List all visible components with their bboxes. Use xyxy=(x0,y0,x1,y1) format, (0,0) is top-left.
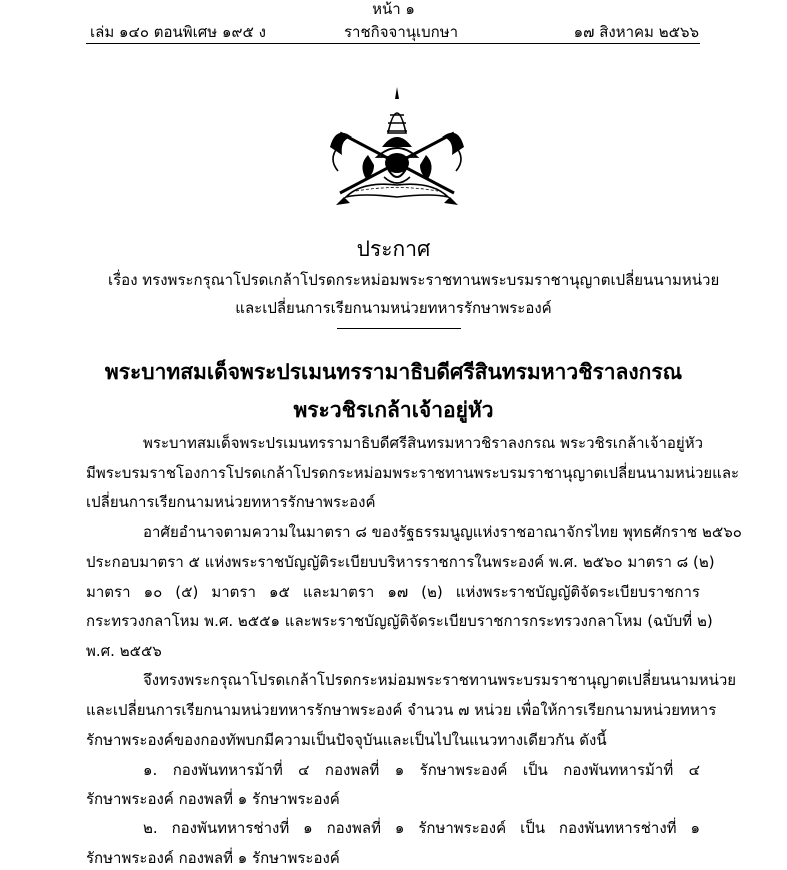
paragraph-line: ประกอบมาตรา ๕ แห่งพระราชบัญญัติระเบียบบริหารราชการในพระองค์ พ.ศ. ๒๕๖๐ มาตรา ๘ (๒) xyxy=(86,553,715,571)
paragraph-line: กระทรวงกลาโหม พ.ศ. ๒๕๕๑ และพระราชบัญญัติจัดระเบียบราชการกระทรวงกลาโหม (ฉบับที่ ๒) xyxy=(86,612,713,630)
document-title: ประกาศ xyxy=(356,237,431,261)
list-item-continuation: รักษาพระองค์ กองพลที่ ๑ รักษาพระองค์ xyxy=(86,790,340,808)
paragraph-line: พ.ศ. ๒๕๕๖ xyxy=(86,642,162,660)
subject-line-2: และเปลี่ยนการเรียกนามหน่วยทหารรักษาพระองค์ xyxy=(235,299,552,317)
paragraph-line: พระบาทสมเด็จพระปรเมนทรรามาธิบดีศรีสินทรมหาวชิราลงกรณ พระวชิรเกล้าเจ้าอยู่หัว xyxy=(143,434,704,452)
issue-date: ๑๗ สิงหาคม ๒๕๖๖ xyxy=(573,23,699,41)
paragraph-line: เปลี่ยนการเรียกนามหน่วยทหารรักษาพระองค์ xyxy=(86,493,376,511)
list-item-continuation: รักษาพระองค์ กองพลที่ ๑ รักษาพระองค์ xyxy=(86,849,340,867)
page-number: หน้า ๑ xyxy=(372,0,415,18)
king-name-line-2: พระวชิรเกล้าเจ้าอยู่หัว xyxy=(293,398,494,422)
paragraph-line: มีพระบรมราชโองการโปรดเกล้าโปรดกระหม่อมพระราชทานพระบรมราชานุญาตเปลี่ยนนามหน่วยและ xyxy=(86,464,740,482)
gazette-name: ราชกิจจานุเบกษา xyxy=(344,23,459,41)
paragraph-line: มาตรา ๑๐ (๕) มาตรา ๑๕ และมาตรา ๑๗ (๒) แห่งพระราชบัญญัติจัดระเบียบราชการ xyxy=(86,583,700,601)
king-name-line-1: พระบาทสมเด็จพระปรเมนทรรามาธิบดีศรีสินทรมหาวชิราลงกรณ xyxy=(104,360,683,384)
list-item: ๒. กองพันทหารช่างที่ ๑ กองพลที่ ๑ รักษาพระองค์ เป็น กองพันทหารช่างที่ ๑ xyxy=(143,819,700,837)
title-rule xyxy=(337,328,461,329)
header-rule xyxy=(86,43,700,44)
paragraph-line: จึงทรงพระกรุณาโปรดเกล้าโปรดกระหม่อมพระราชทานพระบรมราชานุญาตเปลี่ยนนามหน่วย xyxy=(143,671,737,689)
list-item: ๑. กองพันทหารม้าที่ ๔ กองพลที่ ๑ รักษาพระองค์ เป็น กองพันทหารม้าที่ ๔ xyxy=(143,761,700,779)
volume-info: เล่ม ๑๔๐ ตอนพิเศษ ๑๙๕ ง xyxy=(90,23,266,41)
paragraph-line: อาศัยอำนาจตามความในมาตรา ๘ ของรัฐธรรมนูญแห่งราชอาณาจักรไทย พุทธศักราช ๒๕๖๐ xyxy=(143,523,742,541)
subject-line-1: เรื่อง ทรงพระกรุณาโปรดเกล้าโปรดกระหม่อมพระราชทานพระบรมราชานุญาตเปลี่ยนนามหน่วย xyxy=(108,271,720,289)
paragraph-line: และเปลี่ยนการเรียกนามหน่วยทหารรักษาพระองค์ จำนวน ๗ หน่วย เพื่อให้การเรียกนามหน่วยทหาร xyxy=(86,701,717,719)
paragraph-line: รักษาพระองค์ของกองทัพบกมีความเป็นปัจจุบันและเป็นไปในแนวทางเดียวกัน ดังนี้ xyxy=(86,731,607,749)
royal-emblem-icon xyxy=(322,85,472,215)
